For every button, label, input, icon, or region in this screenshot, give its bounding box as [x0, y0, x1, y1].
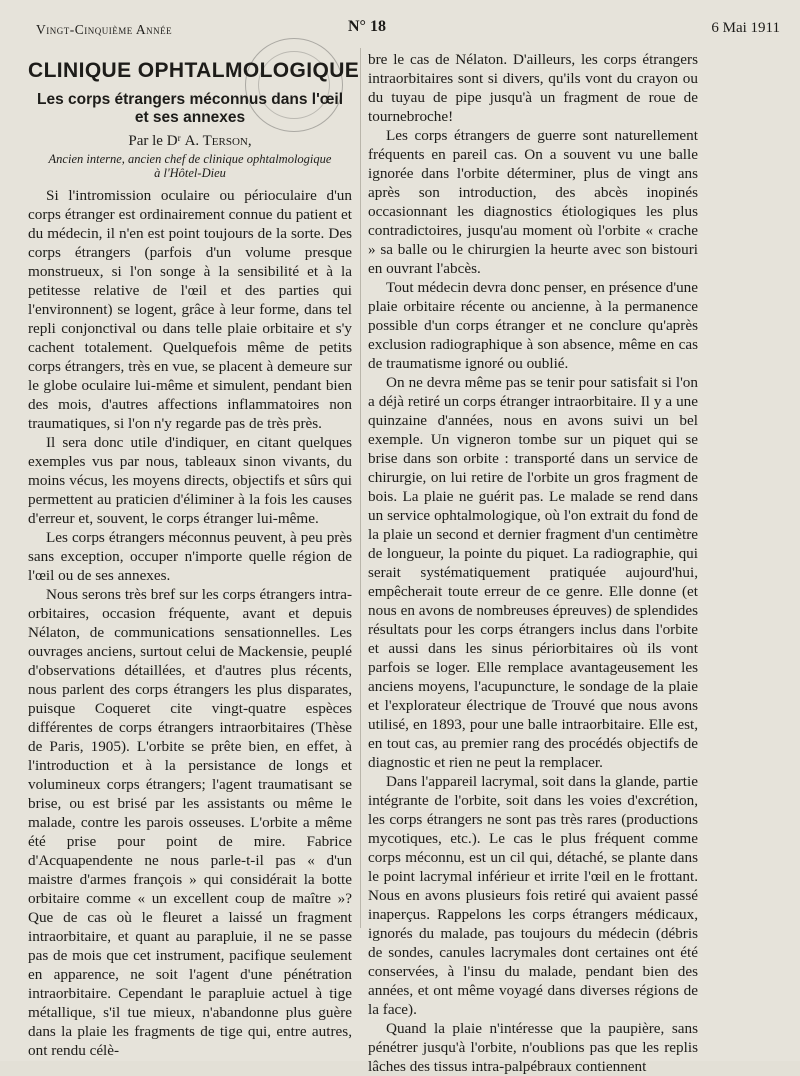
- column-divider: [360, 48, 361, 928]
- article-header: [28, 59, 360, 180]
- paragraph: Si l'intromission oculaire ou périoculaire d'un corps étranger est ordinairement connue du patient et du médecin, il n'en est point toujours de la sorte. Des corps étrangers (parfois d'un volume presque monstrueux, si l'on songe à la sensibilité et à la petitesse relative de l'œil et des parties qui l'environnent) se logent, grâce à leur forme, dans tel repli conjonctival ou dans telle plaie orbitaire et s'y cachent totalement. Quelquefois même de petits corps étrangers, très en vue, se placent à demeure sur le globe oculaire lui-même et simulent, pendant bien des mois, d'autres affections inflammatoires non traumatiques, si l'on n'y regarde pas de très près.: [28, 187, 352, 432]
- paragraph: On ne devra même pas se tenir pour satisfait si l'on a déjà retiré un corps étranger intraorbitaire. Il y a une quinzaine d'années, nous en avons suivi un bel exemple. Un vigneron tombe sur un piquet qui se brise dans son orbite : transporté dans un service de chirurgie, on lui retire de l'orbite un gros fragment de bois. La plaie ne guérit pas. Le malade se rend dans un service ophtalmologique, où l'on extrait du fond de la plaie un second et dernier fragment d'un centimètre de longueur, la pointe du piquet. La radiographie, qui serait systématiquement pratiquée aujourd'hui, empêcherait toute erreur de ce genre. Elle donne (et nous en avons de nombreuses épreuves) de splendides résultats pour les corps étrangers inclus dans l'orbite et aussi dans les sinus périorbitaires où ils vont parfois se loger. Elle remplace avantageusement les anciens moyens, l'acupuncture, le sondage de la plaie et l'explorateur électrique de Trouvé que nous avons utilisé, en 1893, pour une balle intraorbitaire. Elle est, en tout cas, au premier rang des procédés objectifs de diagnostic et rien ne peut la remplacer.: [368, 374, 698, 771]
- byline-prefix: Par le Dʳ: [128, 133, 185, 149]
- affiliation-line-1: Ancien interne, ancien chef de clinique ophtalmologique: [48, 152, 332, 166]
- paragraph: Les corps étrangers de guerre sont naturellement fréquents en pareil cas. On a souvent vu une balle ignorée dans l'orbite déterminer, plus de vingt ans après son introduction, des abcès inopinés occasionnant les diagnostics étiologiques les plus contradictoires, jusqu'au moment où l'orbite « crache » sa balle ou le chirurgien la heurte avec son bistouri en ouvrant l'abcès.: [368, 127, 698, 277]
- left-column: [28, 55, 360, 1060]
- paragraph: Dans l'appareil lacrymal, soit dans la glande, partie intégrante de l'orbite, soit dans les voies d'excrétion, les corps étrangers ne sont pas très rares (productions mycotiques, etc.). Le cas le plus fréquent comme corps méconnu, est un cil qui, détaché, se plante dans le point lacrymal inférieur et irrite l'œil en le frottant. Nous en avons plusieurs fois retiré qui avaient passé inaperçus. Rappelons les corps étrangers médicaux, ignorés du malade, pas toujours du médecin (débris de sondes, canules lacrymales dont certaines ont été conservées, à l'insu du malade, pendant bien des années, et ont même voyagé dans diverses régions de la face).: [368, 773, 698, 1018]
- issue-date: 6 Mai 1911: [711, 20, 780, 36]
- running-head: [36, 18, 780, 40]
- byline: [28, 133, 352, 150]
- affiliation-line-2: à l'Hôtel-Dieu: [154, 166, 226, 180]
- right-column: [368, 50, 698, 1076]
- author-name: A. Terson,: [184, 133, 252, 149]
- paragraph: Nous serons très bref sur les corps étrangers intra-orbitaires, occasion fréquente, avant et depuis Nélaton, de communications sensationnelles. Les ouvrages anciens, surtout celui de Mackensie, peuplé d'observations détaillées, et d'autres plus récents, nous parlent des corps étrangers les plus disparates, puisque Coqueret cite vingt-quatre espèces différentes de corps étrangers intraorbitaires (Thèse de Paris, 1905). L'orbite se prête bien, en effet, à l'introduction et à la persistance de longs et volumineux corps étrangers; l'agent traumatisant se brise, ou est brisé par les assistants ou même le malade, contre les parois osseuses. L'orbite a même été prise pour point de mire. Fabrice d'Acquapendente ne nous parle-t-il pas « d'un maistre d'armes françois » qui considérait la botte orbitaire comme « un excellent coup de maître »? Que de cas où le fleuret a laissé un fragment intraorbitaire, et quant au parapluie, il ne se passe pas de mois que cet instrument, pacifique seulement en apparence, ne soit l'agent d'une pénétration intraorbitaire. Cependant le parapluie actuel à tige métallique, s'il tue mieux, n'abandonne plus guère dans la plaie les fragments de tige qui, entre autres, ont rendu célè-: [28, 586, 352, 1059]
- paragraph: Tout médecin devra donc penser, en présence d'une plaie orbitaire récente ou ancienne, à la permanence possible d'un corps étranger et ne conclure qu'après exclusion radiographique à son absence, même en cas de traumatisme ignoré ou oublié.: [368, 279, 698, 372]
- author-affiliation: [28, 152, 352, 180]
- volume-year: Vingt-Cinquième Année: [36, 22, 173, 37]
- article-title: [28, 91, 352, 127]
- section-title: CLINIQUE OPHTALMOLOGIQUE: [28, 59, 360, 82]
- paragraph: Il sera donc utile d'indiquer, en citant quelques exemples vus par nous, tableaux sinon vivants, du moins vécus, les moyens directs, objectifs et sûrs qui permettent au praticien d'éliminer à la fois les causes d'erreur et, souvent, le corps étranger lui-même.: [28, 434, 352, 527]
- paragraph: bre le cas de Nélaton. D'ailleurs, les corps étrangers intraorbitaires sont si divers, qu'ils vont du crayon ou du tuyau de pipe jusqu'à un fragment de roue de tournebroche!: [368, 51, 698, 125]
- paragraph: Les corps étrangers méconnus peuvent, à peu près sans exception, occuper n'importe quelle région de l'œil ou de ses annexes.: [28, 529, 352, 584]
- issue-number: N° 18: [348, 18, 386, 35]
- article-title-line-1: Les corps étrangers méconnus dans l'œil: [36, 91, 344, 108]
- article-title-line-2: et ses annexes: [134, 109, 246, 126]
- paragraph: Quand la plaie n'intéresse que la paupière, sans pénétrer jusqu'à l'orbite, n'oublions pas que les replis lâches des tissus intra-palpébraux contiennent: [368, 1020, 698, 1075]
